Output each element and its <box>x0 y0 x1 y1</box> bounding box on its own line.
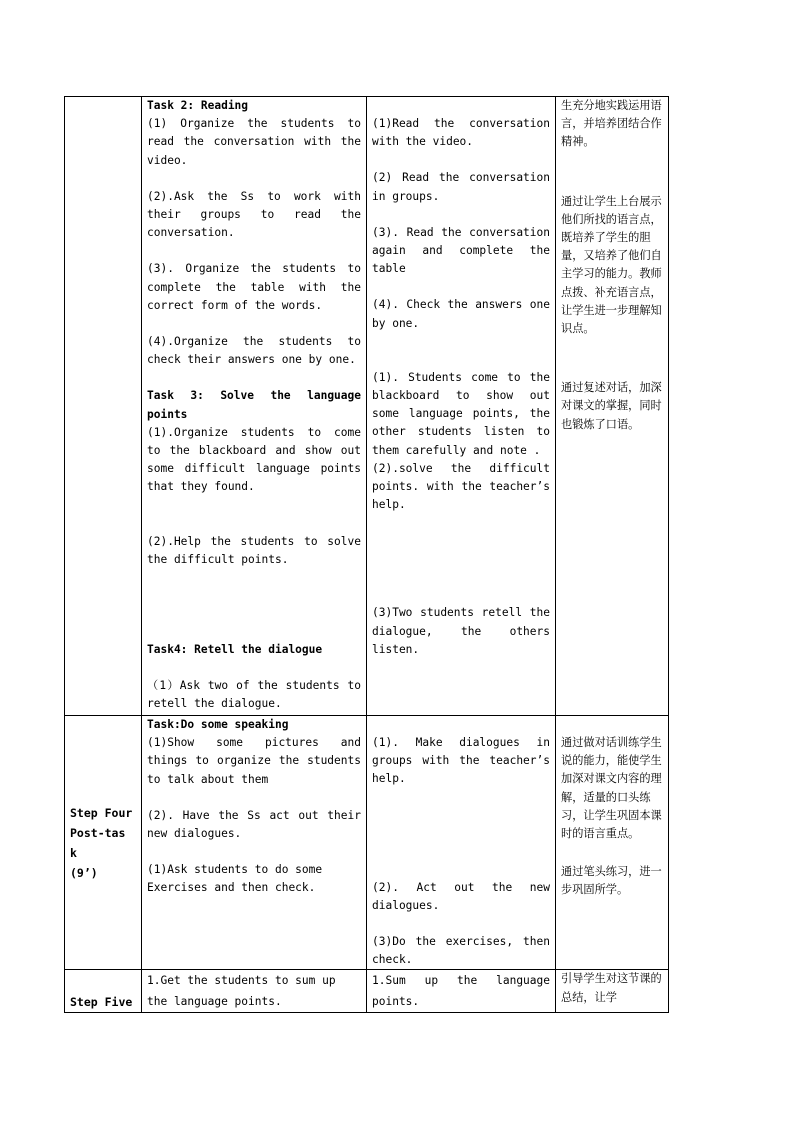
task-title: Task 2: Reading <box>147 99 249 112</box>
teacher-step: (3). Organize the students to complete the table with the correct form of the words. <box>147 262 361 312</box>
purpose-text: 通过笔头练习，进一步巩固所学。 <box>561 865 662 897</box>
table-row <box>65 97 669 716</box>
student-step: (1). Make dialogues in groups with the teacher’s help. <box>372 736 550 786</box>
purpose-text: 通过复述对话，加深对课文的掌握，同时也锻炼了口语。 <box>561 381 662 431</box>
student-activity-cell <box>367 716 556 970</box>
table-row <box>65 716 669 970</box>
student-step: 1.Sum up the language points. <box>372 974 550 1009</box>
student-step: (1). Students come to the blackboard to show out some language points, the other students listen to them carefully and note . <box>372 370 550 457</box>
step-duration: (9’) <box>70 865 98 880</box>
table-row <box>65 970 669 1013</box>
task-title: Task:Do some speaking <box>147 718 289 731</box>
step-cell <box>65 970 142 1013</box>
teacher-activity-cell <box>142 97 367 716</box>
purpose-cell <box>556 97 669 716</box>
purpose-text: 引导学生对这节课的总结，让学 <box>561 972 662 1004</box>
teacher-step: 1.Get the students to sum up the language points. <box>147 974 336 1009</box>
teacher-step: (4).Organize the students to check their answers one by one. <box>147 335 361 367</box>
purpose-cell <box>556 716 669 970</box>
purpose-cell <box>556 970 669 1013</box>
task-title: Task4: Retell the dialogue <box>147 643 323 657</box>
step-cell <box>65 97 142 716</box>
purpose-text: 通过做对话训练学生说的能力，能使学生加深对课文内容的理解，适量的口头练习，让学生巩固本课时的语言重点。 <box>561 736 662 841</box>
task-title: Task 3: Solve the language points <box>147 389 361 421</box>
teacher-step: (2). Have the Ss act out their new dialogues. <box>147 808 361 841</box>
teacher-step: (1)Show some pictures and things to organize the students to talk about them <box>147 736 361 786</box>
student-step: (2). Act out the new dialogues. <box>372 880 550 912</box>
teacher-step: (1).Organize students to come to the blackboard and show out some difficult language points that they found. <box>147 425 361 494</box>
step-cell <box>65 716 142 970</box>
teacher-step: （1）Ask two of the students to retell the dialogue. <box>147 679 361 711</box>
teacher-step: (2).Help the students to solve the difficult points. <box>147 534 361 566</box>
lesson-plan-table <box>64 96 669 1013</box>
step-label: Step Four <box>70 805 133 820</box>
student-step: (2) Read the conversation in groups. <box>372 171 550 203</box>
step-label: Post-tas <box>70 825 126 840</box>
student-step: (2).solve the difficult points. with the teacher’s help. <box>372 461 550 512</box>
student-step: (1)Read the conversation with the video. <box>372 117 550 149</box>
student-step: (3)Two students retell the dialogue, the others listen. <box>372 606 550 656</box>
teacher-step: (1) Organize the students to read the conversation with the video. <box>147 117 361 167</box>
teacher-activity-cell <box>142 716 367 970</box>
teacher-step: (1)Ask students to do some Exercises and then check. <box>147 863 323 895</box>
student-activity-cell <box>367 97 556 716</box>
purpose-text: 通过让学生上台展示他们所找的语言点，既培养了学生的胆量，又培养了他们自主学习的能力。教师点拨、补充语言点，让学生进一步理解知识点。 <box>561 194 662 336</box>
student-activity-cell <box>367 970 556 1013</box>
student-step: (3). Read the conversation again and complete the table <box>372 225 550 276</box>
student-step: (3)Do the exercises, then check. <box>372 935 550 967</box>
teacher-step: (2).Ask the Ss to work with their groups to read the conversation. <box>147 189 361 240</box>
step-label: Step Five <box>70 995 133 1010</box>
student-step: (4). Check the answers one by one. <box>372 298 550 330</box>
purpose-text: 生充分地实践运用语言，并培养团结合作精神。 <box>561 99 662 149</box>
step-label: k <box>70 845 77 860</box>
teacher-activity-cell <box>142 970 367 1013</box>
